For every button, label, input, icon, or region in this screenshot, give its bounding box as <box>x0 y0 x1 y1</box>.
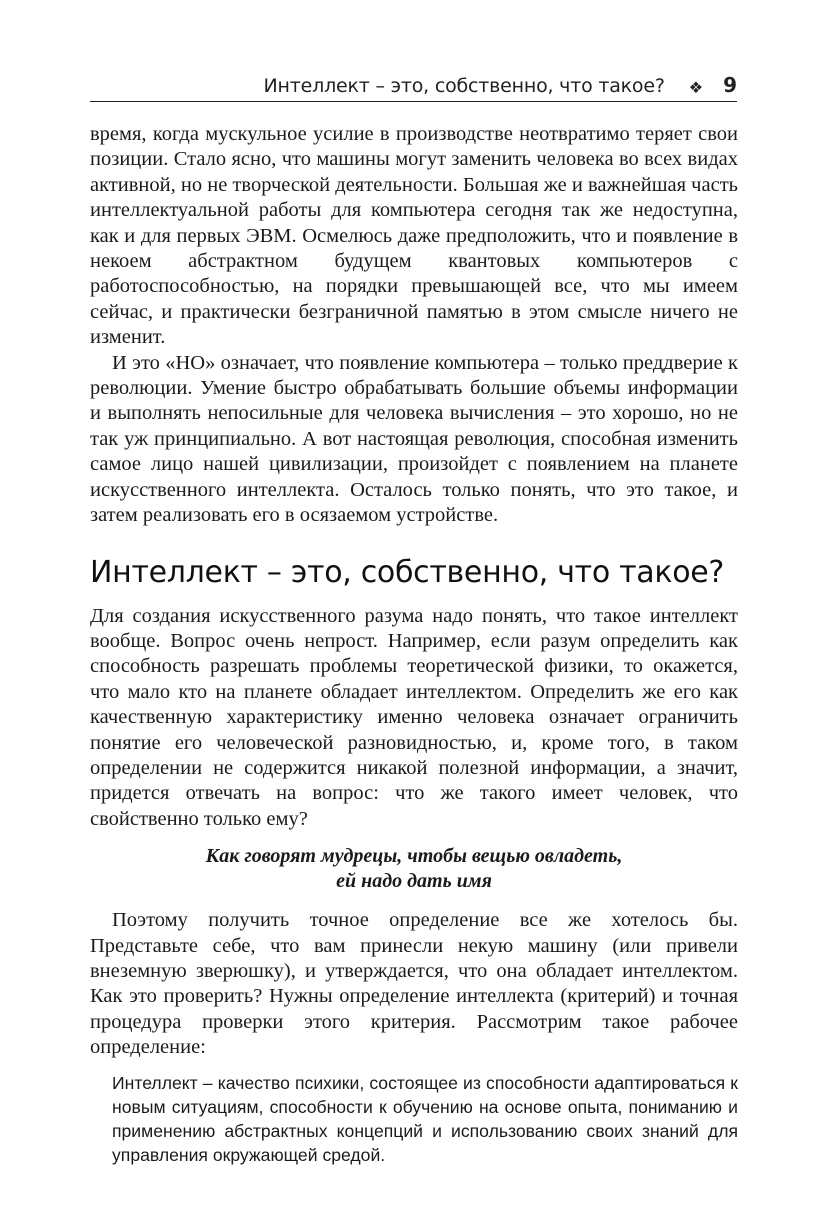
paragraph-continued: время, когда мускульное усилие в производстве неотвратимо теряет свои позиции. Стало ясно, что машины могут заменить человека во всех видах активной, но не творческой деятельности. Большая же и важнейшая часть интеллектуальной работы для компьютера сегодня так же недоступна, как и для первых ЭВМ. Осмелюсь даже предположить, что и появление в некоем абстрактном будущем квантовых компьютеров с работоспособностью, на порядки превышающей все, что мы имеем сейчас, и практически безграничной памятью в этом смысле ничего не изменит. <box>90 123 738 349</box>
running-head <box>90 70 737 102</box>
epigraph-line-1: Как говорят мудрецы, чтобы вещью овладеть, <box>205 845 623 868</box>
paragraph-revolution: И это «НО» означает, что появление компьютера – только преддверие к революции. Умение быстро обрабатывать большие объемы информации и выполнять непосильные для человека вычисления – это хорошо, но не так уж принципиально. А вот настоящая революция, способная изменить самое лицо нашей цивилизации, произойдет с появлением на планете искусственного интеллекта. Осталось только понять, что это такое, и затем реализовать его в осязаемом устройстве. <box>90 351 738 527</box>
epigraph <box>90 844 738 894</box>
section-heading: Интеллект – это, собственно, что такое? <box>90 554 725 590</box>
page-number: 9 <box>723 73 737 97</box>
definition-block: Интеллект – качество психики, состоящее из способности адаптироваться к новым ситуациям, способности к обучению на основе опыта, пониманию и применению абстрактных концепций и использованию своих знаний для управления окружающей средой. <box>112 1072 738 1165</box>
paragraph-working-definition: Поэтому получить точное определение все же хотелось бы. Представьте себе, что вам принесли некую машину (или привели внеземную зверюшку), и утверждается, что она обладает интеллектом. Как это проверить? Нужны определение интеллекта (критерий) и точная процедура проверки этого критерия. Рассмотрим такое рабочее определение: <box>90 909 738 1059</box>
ornament-icon: ❖ <box>688 78 704 97</box>
running-head-title: Интеллект – это, собственно, что такое? <box>263 75 665 97</box>
epigraph-line-2: ей надо дать имя <box>336 870 492 893</box>
page-body <box>90 122 738 1167</box>
paragraph-intellect-definition-problem: Для создания искусственного разума надо понять, что такое интеллект вообще. Вопрос очень непрост. Например, если разум определить как способность разрешать проблемы теоретической физики, то окажется, что мало кто на планете обладает интеллектом. Определить же его как качественную характеристику именно человека означает ограничить понятие его человеческой разновидностью, и, кроме того, в таком определении не содержится никакой полезной информации, а значит, придется отвечать на вопрос: что же такого имеет человек, что свойственно только ему? <box>90 604 738 830</box>
